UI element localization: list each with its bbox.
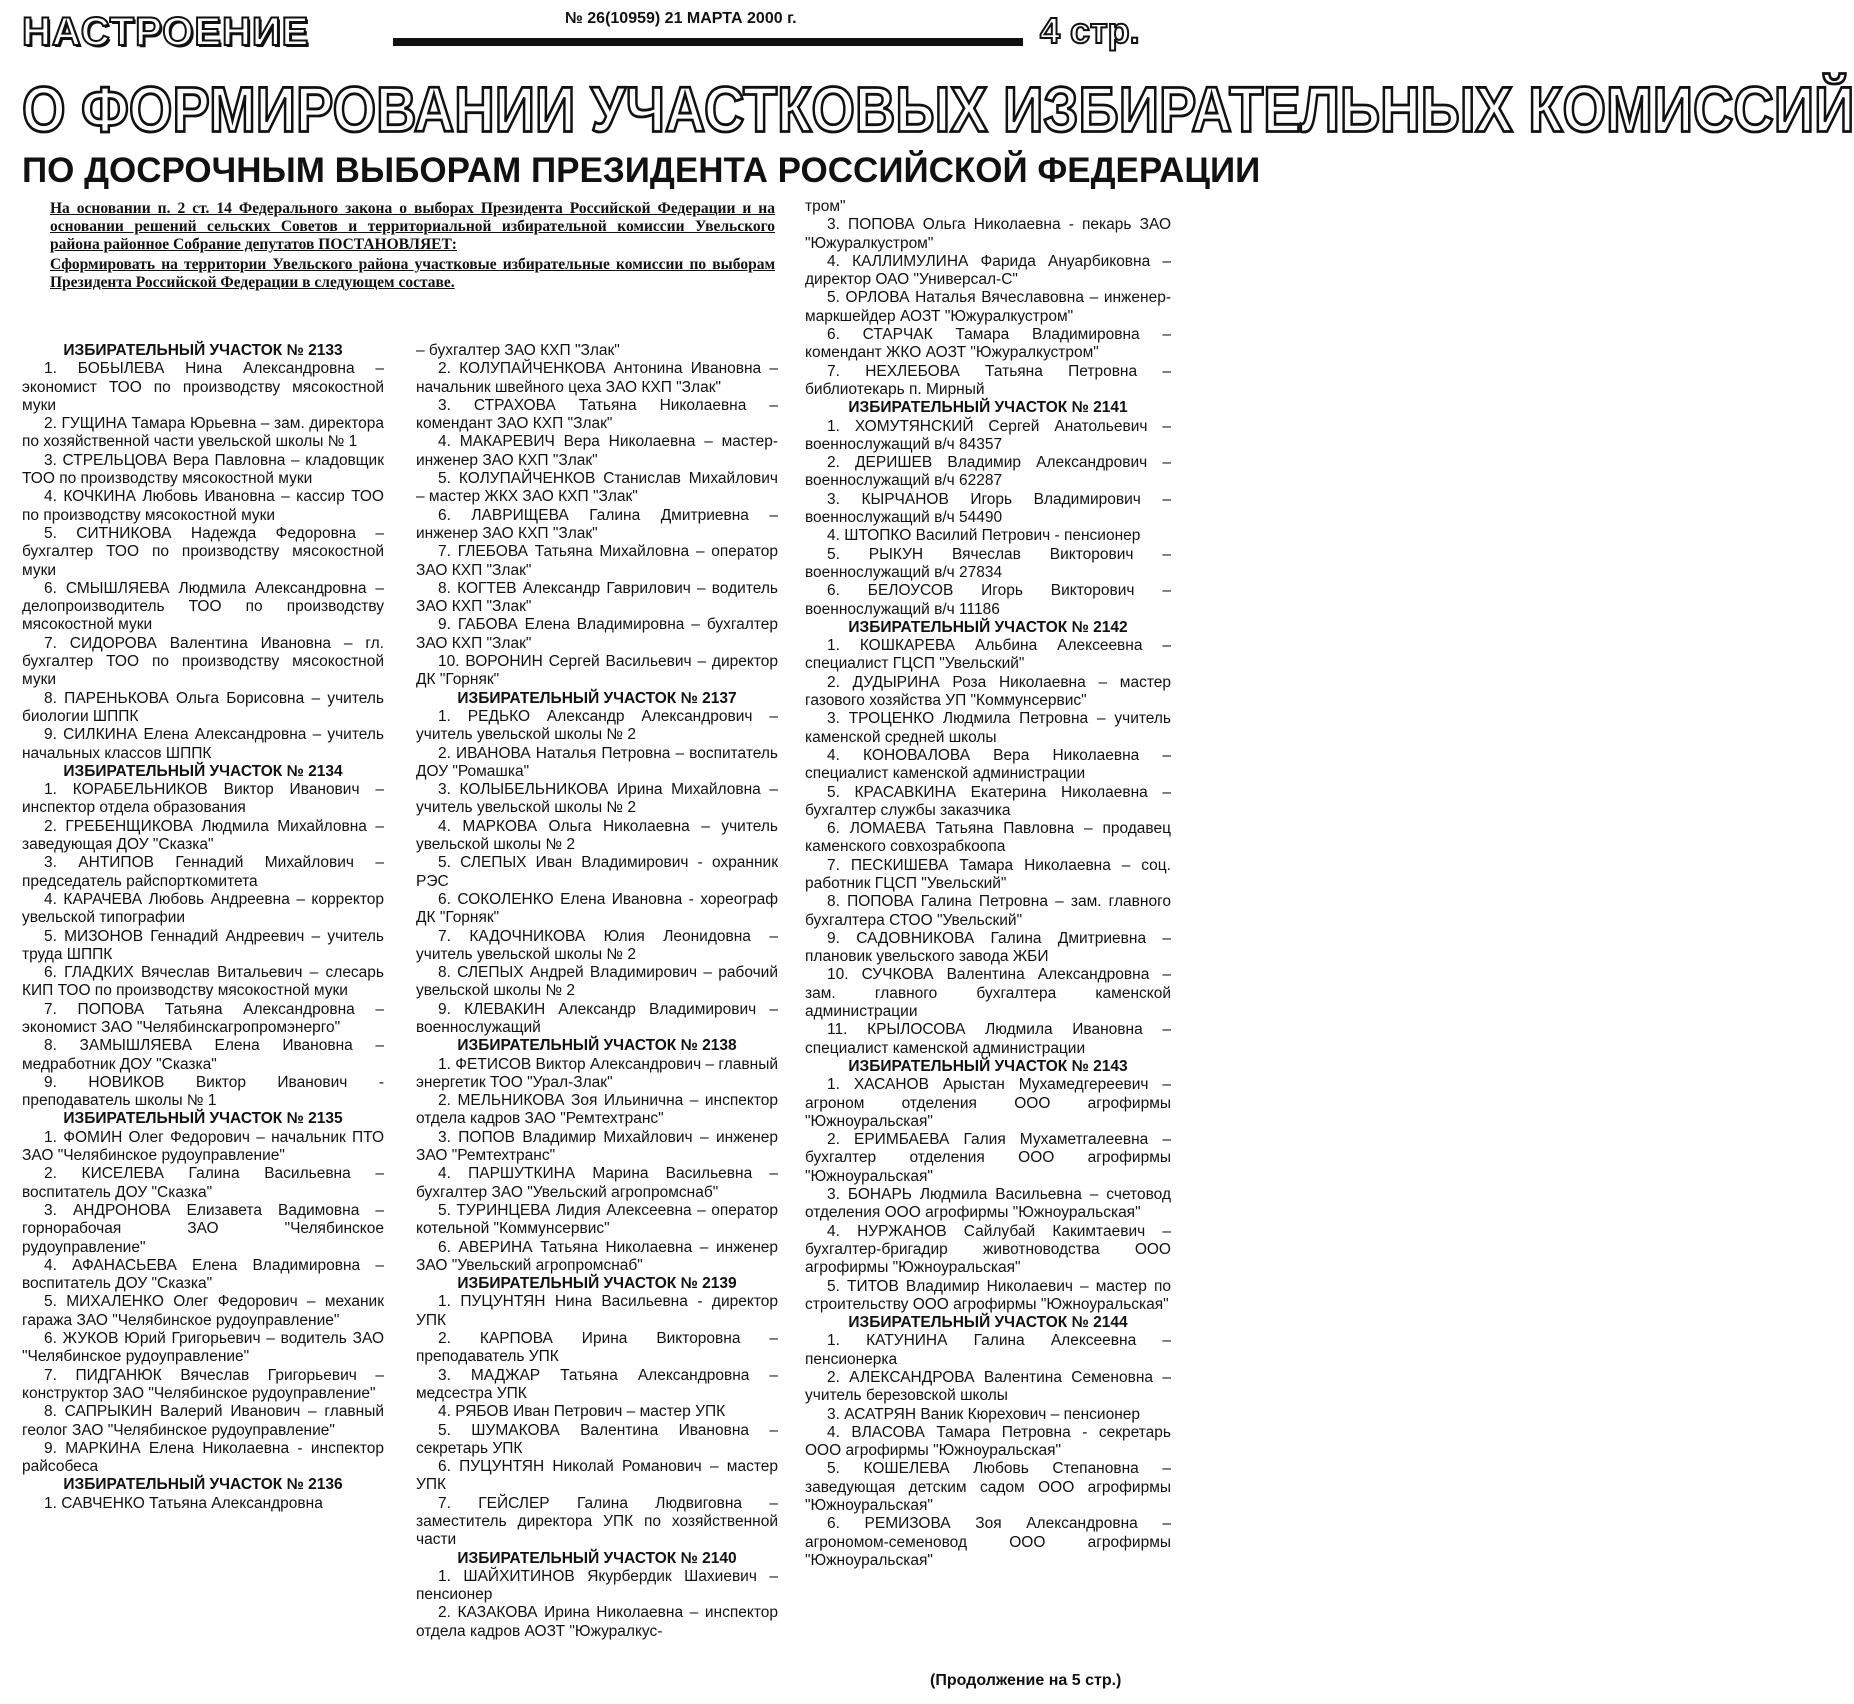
member-entry: 7. СИДОРОВА Валентина Ивановна – гл. бухгалтер ТОО по производству мясокостной муки xyxy=(22,634,384,689)
member-entry: 4. РЯБОВ Иван Петрович – мастер УПК xyxy=(438,1403,726,1421)
member-entry: 2. ИВАНОВА Наталья Петровна – воспитатель ДОУ "Ромашка" xyxy=(416,744,778,780)
member-entry: 8. КОГТЕВ Александр Гаврилович – водитель ЗАО КХП "Злак" xyxy=(416,579,778,616)
member-entry: 2. ГУЩИНА Тамара Юрьевна – зам. директора по хозяйственной части увельской школы № 1 xyxy=(22,415,384,451)
section-title: ИЗБИРАТЕЛЬНЫЙ УЧАСТОК № 2142 xyxy=(848,618,1128,636)
intro-paragraph-2: Сформировать на территории Увельского района участковые избирательные комиссии по выборам Президента Российской Федерации в следующем составе. xyxy=(50,256,775,291)
section-title: ИЗБИРАТЕЛЬНЫЙ УЧАСТОК № 2135 xyxy=(63,1110,343,1128)
section-title: ИЗБИРАТЕЛЬНЫЙ УЧАСТОК № 2143 xyxy=(848,1057,1128,1075)
masthead xyxy=(0,0,1181,68)
member-entry: 1. ХОМУТЯНСКИЙ Сергей Анатольевич – военнослужащий в/ч 84357 xyxy=(805,417,1171,453)
member-entry: 9. САДОВНИКОВА Галина Дмитриевна – плановик увельского завода ЖБИ xyxy=(805,929,1171,966)
member-entry: 2. ДЕРИШЕВ Владимир Александрович – военнослужащий в/ч 62287 xyxy=(805,454,1171,490)
member-entry: 6. ЖУКОВ Юрий Григорьевич – водитель ЗАО "Челябинское рудоуправление" xyxy=(22,1330,384,1366)
member-entry: 2. КОЛУПАЙЧЕНКОВА Антонина Ивановна – начальник швейного цеха ЗАО КХП "Злак" xyxy=(416,360,778,396)
member-entry: 7. ПЕСКИШЕВА Тамара Николаевна – соц. работник ГЦСП "Увельский" xyxy=(805,856,1171,892)
member-entry: 5. МИЗОНОВ Геннадий Андреевич – учитель труда ШППК xyxy=(22,927,384,963)
section-title: ИЗБИРАТЕЛЬНЫЙ УЧАСТОК № 2137 xyxy=(457,689,737,707)
member-entry: 9. МАРКИНА Елена Николаевна - инспектор райсобеса xyxy=(22,1439,384,1476)
member-entry: 5. ТИТОВ Владимир Николаевич – мастер по строительству ООО агрофирмы "Южноуральская" xyxy=(805,1277,1171,1313)
member-entry: 3. СТРЕЛЬЦОВА Вера Павловна – кладовщик ТОО по производству мясокостной муки xyxy=(22,451,384,488)
member-entry: 3. КЫРЧАНОВ Игорь Владимирович – военнослужащий в/ч 54490 xyxy=(805,490,1171,527)
column-2 xyxy=(416,342,778,1641)
member-entry: 6. ЛАВРИЩЕВА Галина Дмитриевна – инженер ЗАО КХП "Злак" xyxy=(416,506,778,542)
member-entry: 6. БЕЛОУСОВ Игорь Викторович – военнослужащий в/ч 11186 xyxy=(805,582,1171,618)
member-entry: 6. ГЛАДКИХ Вячеслав Витальевич – слесарь КИП ТОО по производству мясокостной муки xyxy=(22,964,384,1000)
member-entry: 1. КОРАБЕЛЬНИКОВ Виктор Иванович – инспектор отдела образования xyxy=(22,781,384,817)
member-entry: 3. ТРОЦЕНКО Людмила Петровна – учитель каменской средней школы xyxy=(805,710,1171,746)
member-entry: 5. МИХАЛЕНКО Олег Федорович – механик гаража ЗАО "Челябинское рудоуправление" xyxy=(22,1293,384,1329)
column-continuation: – бухгалтер ЗАО КХП "Злак" xyxy=(416,342,620,359)
member-entry: 3. АНТИПОВ Геннадий Михайлович – председатель райспорткомитета xyxy=(22,854,384,890)
member-entry: 4. ПАРШУТКИНА Марина Васильевна – бухгалтер ЗАО "Увельский агропромснаб" xyxy=(416,1165,778,1201)
member-entry: 5. РЫКУН Вячеслав Викторович – военнослужащий в/ч 27834 xyxy=(805,545,1171,581)
member-entry: 4. КАРАЧЕВА Любовь Андреевна – корректор увельской типографии xyxy=(22,890,384,927)
member-entry: 3. МАДЖАР Татьяна Александровна – медсестра УПК xyxy=(416,1366,778,1402)
member-entry: 2. ДУДЫРИНА Роза Николаевна – мастер газового хозяйства УП "Коммунсервис" xyxy=(805,673,1171,710)
intro xyxy=(50,200,775,292)
member-entry: 5. КОЛУПАЙЧЕНКОВ Станислав Михайлович – мастер ЖКХ ЗАО КХП "Злак" xyxy=(416,470,778,506)
member-entry: 6. СОКОЛЕНКО Елена Ивановна - хореограф ДК "Горняк" xyxy=(416,890,778,927)
member-entry: 3. КОЛЫБЕЛЬНИКОВА Ирина Михайловна – учитель увельской школы № 2 xyxy=(416,781,778,817)
member-entry: 8. ПОПОВА Галина Петровна – зам. главного бухгалтера СТОО "Увельский" xyxy=(805,893,1171,929)
member-entry: 3. СТРАХОВА Татьяна Николаевна – комендант ЗАО КХП "Злак" xyxy=(416,396,778,433)
member-entry: 4. ШТОПКО Василий Петрович - пенсионер xyxy=(827,527,1141,545)
member-entry: 7. ГЛЕБОВА Татьяна Михайловна – оператор ЗАО КХП "Злак" xyxy=(416,543,778,579)
member-entry: 2. АЛЕКСАНДРОВА Валентина Семеновна – учитель березовской школы xyxy=(805,1369,1171,1405)
header-rule xyxy=(393,38,1023,46)
section-title: ИЗБИРАТЕЛЬНЫЙ УЧАСТОК № 2134 xyxy=(63,762,343,780)
member-entry: 5. ОРЛОВА Наталья Вячеславовна – инженер-маркшейдер АОЗТ "Южуралкустром" xyxy=(805,289,1171,325)
member-entry: 7. КАДОЧНИКОВА Юлия Леонидовна – учитель увельской школы № 2 xyxy=(416,927,778,963)
member-entry: 5. ШУМАКОВА Валентина Ивановна – секретарь УПК xyxy=(416,1421,778,1457)
member-entry: 6. СМЫШЛЯЕВА Людмила Александровна – делопроизводитель ТОО по производству мясокостной муки xyxy=(22,579,384,634)
column-1 xyxy=(22,342,384,1513)
headline: О ФОРМИРОВАНИИ УЧАСТКОВЫХ ИЗБИРАТЕЛЬНЫХ КОМИССИЙ xyxy=(22,72,1854,146)
column-3 xyxy=(805,198,1171,1570)
member-entry: 9. ГАБОВА Елена Владимировна – бухгалтер ЗАО КХП "Злак" xyxy=(416,616,778,652)
member-entry: 8. ПАРЕНЬКОВА Ольга Борисовна – учитель биологии ШППК xyxy=(22,689,384,725)
section-title: ИЗБИРАТЕЛЬНЫЙ УЧАСТОК № 2138 xyxy=(457,1037,737,1055)
member-entry: 9. КЛЕВАКИН Александр Владимирович – военнослужащий xyxy=(416,1000,778,1036)
member-entry: 4. ВЛАСОВА Тамара Петровна - секретарь ООО агрофирмы "Южноуральская" xyxy=(805,1423,1171,1460)
member-entry: 1. КАТУНИНА Галина Алексеевна – пенсионерка xyxy=(805,1332,1171,1368)
member-entry: 9. СИЛКИНА Елена Александровна – учитель начальных классов ШППК xyxy=(22,726,384,762)
member-entry: 1. ПУЦУНТЯН Нина Васильевна - директор УПК xyxy=(416,1293,778,1329)
member-entry: 6. ЛОМАЕВА Татьяна Павловна – продавец каменского совхозрабкоопа xyxy=(805,820,1171,856)
member-entry: 8. СЛЕПЫХ Андрей Владимирович – рабочий увельской школы № 2 xyxy=(416,964,778,1000)
member-entry: 3. АСАТРЯН Ваник Кюрехович – пенсионер xyxy=(827,1405,1140,1423)
member-entry: 5. КРАСАВКИНА Екатерина Николаевна – бухгалтер службы заказчика xyxy=(805,783,1171,819)
rubric-title: НАСТРОЕНИЕ xyxy=(22,10,310,54)
member-entry: 4. АФАНАСЬЕВА Елена Владимировна – воспитатель ДОУ "Сказка" xyxy=(22,1256,384,1293)
member-entry: 1. ФОМИН Олег Федорович – начальник ПТО ЗАО "Челябинское рудоуправление" xyxy=(22,1128,384,1165)
member-entry: 3. БОНАРЬ Людмила Васильевна – счетовод отделения ООО агрофирмы "Южноуральская" xyxy=(805,1186,1171,1222)
member-entry: 10. ВОРОНИН Сергей Васильевич – директор ДК "Горняк" xyxy=(416,653,778,689)
intro-paragraph-1: На основании п. 2 ст. 14 Федерального закона о выборах Президента Российской Федерации и на основании решений сельских Советов и территориальной избирательной комиссии Увельского района районное Собрание депутатов ПОСТАНОВЛЯЕТ: xyxy=(50,200,775,253)
member-entry: 1. САВЧЕНКО Татьяна Александровна xyxy=(44,1494,323,1512)
member-entry: 4. КОЧКИНА Любовь Ивановна – кассир ТОО по производству мясокостной муки xyxy=(22,488,384,524)
issue-date: № 26(10959) 21 МАРТА 2000 г. xyxy=(565,10,797,27)
member-entry: 7. ПОПОВА Татьяна Александровна – экономист ЗАО "Челябинскагропромэнерго" xyxy=(22,1000,384,1036)
member-entry: 7. НЕХЛЕБОВА Татьяна Петровна – библиотекарь п. Мирный xyxy=(805,362,1171,398)
member-entry: 4. КОНОВАЛОВА Вера Николаевна – специалист каменской администрации xyxy=(805,746,1171,783)
page-number: 4 стр. xyxy=(1040,10,1140,51)
member-entry: 6. РЕМИЗОВА Зоя Александровна – агрономом-семеновод ООО агрофирмы "Южноуральская" xyxy=(805,1515,1171,1569)
section-title: ИЗБИРАТЕЛЬНЫЙ УЧАСТОК № 2140 xyxy=(457,1549,737,1567)
member-entry: 3. АНДРОНОВА Елизавета Вадимовна – горнорабочая ЗАО "Челябинское рудоуправление" xyxy=(22,1201,384,1256)
member-entry: 1. ШАЙХИТИНОВ Якурбердик Шахиевич – пенсионер xyxy=(416,1567,778,1604)
member-entry: 6. АВЕРИНА Татьяна Николаевна – инженер ЗАО "Увельский агропромснаб" xyxy=(416,1238,778,1274)
member-entry: 2. ЕРИМБАЕВА Галия Мухаметгалеевна – бухгалтер отделения ООО агрофирмы "Южноуральская" xyxy=(805,1131,1171,1185)
member-entry: 2. МЕЛЬНИКОВА Зоя Ильинична – инспектор отдела кадров ЗАО "Ремтехтранс" xyxy=(416,1092,778,1128)
member-entry: 1. ФЕТИСОВ Виктор Александрович – главный энергетик ТОО "Урал-Злак" xyxy=(416,1055,778,1091)
member-entry: 1. КОШКАРЕВА Альбина Алексеевна – специалист ГЦСП "Увельский" xyxy=(805,637,1171,673)
member-entry: 7. ГЕЙСЛЕР Галина Людвиговна – заместитель директора УПК по хозяйственной части xyxy=(416,1494,778,1549)
member-entry: 5. КОШЕЛЕВА Любовь Степановна – заведующая детским садом ООО агрофирмы "Южноуральская" xyxy=(805,1460,1171,1515)
member-entry: 3. ПОПОВ Владимир Михайлович – инженер ЗАО "Ремтехтранс" xyxy=(416,1128,778,1165)
member-entry: 11. КРЫЛОСОВА Людмила Ивановна – специалист каменской администрации xyxy=(805,1021,1171,1057)
member-entry: 4. МАКАРЕВИЧ Вера Николаевна – мастер-инженер ЗАО КХП "Злак" xyxy=(416,433,778,469)
member-entry: 2. КАРПОВА Ирина Викторовна – преподаватель УПК xyxy=(416,1330,778,1366)
member-entry: 6. ПУЦУНТЯН Николай Романович – мастер УПК xyxy=(416,1458,778,1494)
member-entry: 2. ГРЕБЕНЩИКОВА Людмила Михайловна – заведующая ДОУ "Сказка" xyxy=(22,817,384,854)
member-entry: 6. СТАРЧАК Тамара Владимировна – комендант ЖКО АОЗТ "Южуралкустром" xyxy=(805,326,1171,362)
member-entry: 4. НУРЖАНОВ Сайлубай Какимтаевич – бухгалтер-бригадир животноводства ООО агрофирмы "Южноуральская" xyxy=(805,1222,1171,1277)
section-title: ИЗБИРАТЕЛЬНЫЙ УЧАСТОК № 2141 xyxy=(848,399,1128,417)
section-title: ИЗБИРАТЕЛЬНЫЙ УЧАСТОК № 2139 xyxy=(457,1275,737,1293)
member-entry: 1. РЕДЬКО Александр Александрович – учитель увельской школы № 2 xyxy=(416,707,778,744)
member-entry: 1. ХАСАНОВ Арыстан Мухамедгереевич – агроном отделения ООО агрофирмы "Южноуральская" xyxy=(805,1076,1171,1130)
section-title: ИЗБИРАТЕЛЬНЫЙ УЧАСТОК № 2136 xyxy=(63,1476,343,1494)
member-entry: 5. ТУРИНЦЕВА Лидия Алексеевна – оператор котельной "Коммунсервис" xyxy=(416,1201,778,1238)
section-title: ИЗБИРАТЕЛЬНЫЙ УЧАСТОК № 2133 xyxy=(63,342,343,359)
member-entry: 4. КАЛЛИМУЛИНА Фарида Ануарбиковна – директор ОАО "Универсал-С" xyxy=(805,252,1171,289)
member-entry: 2. КАЗАКОВА Ирина Николаевна – инспектор отдела кадров АОЗТ "Южуралкус- xyxy=(416,1604,778,1640)
member-entry: 8. ЗАМЫШЛЯЕВА Елена Ивановна – медработник ДОУ "Сказка" xyxy=(22,1037,384,1073)
member-entry: 5. СЛЕПЫХ Иван Владимирович - охранник РЭС xyxy=(416,854,778,890)
member-entry: 1. БОБЫЛЕВА Нина Александровна – экономист ТОО по производству мясокостной муки xyxy=(22,360,384,414)
member-entry: 8. САПРЫКИН Валерий Иванович – главный геолог ЗАО "Челябинское рудоуправление" xyxy=(22,1403,384,1439)
subheadline: ПО ДОСРОЧНЫМ ВЫБОРАМ ПРЕЗИДЕНТА РОССИЙСКОЙ ФЕДЕРАЦИИ xyxy=(22,151,1261,190)
member-entry: 9. НОВИКОВ Виктор Иванович - преподаватель школы № 1 xyxy=(22,1073,384,1110)
member-entry: 5. СИТНИКОВА Надежда Федоровна – бухгалтер ТОО по производству мясокостной муки xyxy=(22,524,384,579)
member-entry: 7. ПИДГАНЮК Вячеслав Григорьевич – конструктор ЗАО "Челябинское рудоуправление" xyxy=(22,1366,384,1402)
column-continuation: тром" xyxy=(805,198,846,215)
member-entry: 3. ПОПОВА Ольга Николаевна - пекарь ЗАО "Южуралкустром" xyxy=(805,216,1171,252)
member-entry: 10. СУЧКОВА Валентина Александровна – зам. главного бухгалтера каменской администрации xyxy=(805,966,1171,1021)
member-entry: 2. КИСЕЛЕВА Галина Васильевна – воспитатель ДОУ "Сказка" xyxy=(22,1165,384,1201)
continuation-note: (Продолжение на 5 стр.) xyxy=(930,1672,1122,1689)
member-entry: 4. МАРКОВА Ольга Николаевна – учитель увельской школы № 2 xyxy=(416,817,778,854)
section-title: ИЗБИРАТЕЛЬНЫЙ УЧАСТОК № 2144 xyxy=(848,1314,1128,1332)
